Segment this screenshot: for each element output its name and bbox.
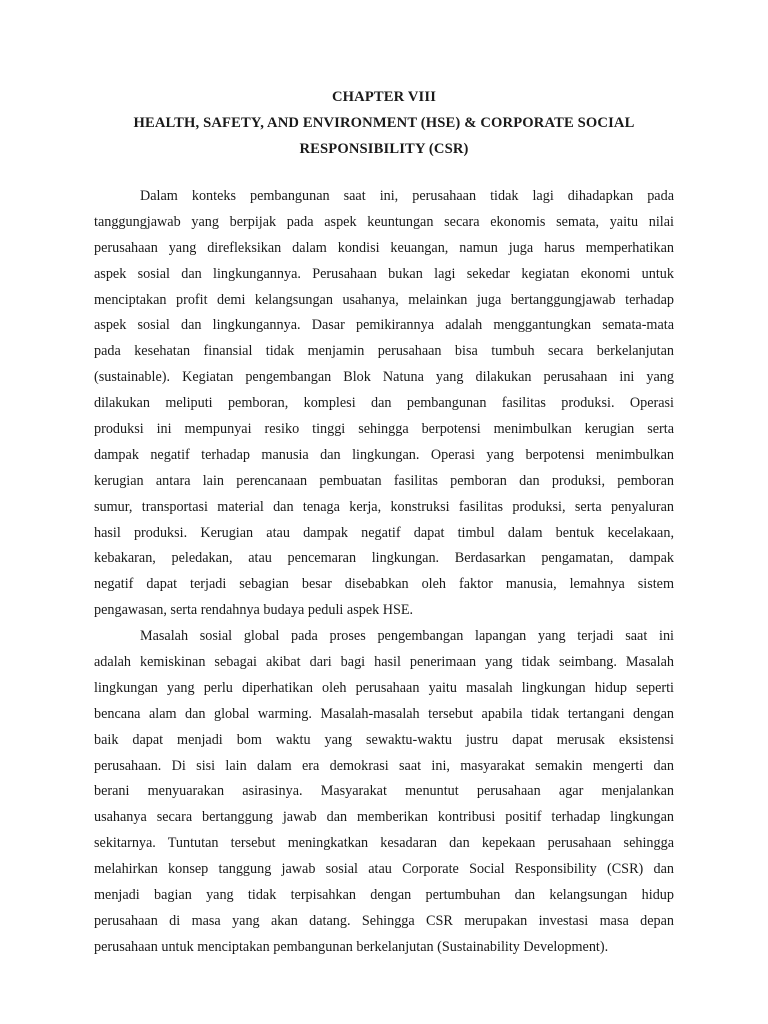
chapter-title-line-2: RESPONSIBILITY (CSR) [299, 141, 469, 157]
text-line: kebakaran, peledakan, atau pencemaran lingkungan. Berdasarkan pengamatan, dampak [94, 550, 674, 567]
text-line: tanggungjawab yang berpijak pada aspek keuntungan secara ekonomis semata, yaitu nilai [94, 213, 674, 230]
text-line: aspek sosial dan lingkungannya. Dasar pemikirannya adalah menggantungkan semata-mata [94, 317, 674, 334]
text-line: Dalam konteks pembangunan saat ini, perusahaan tidak lagi dihadapkan pada [140, 188, 674, 204]
text-line: perusahaan untuk menciptakan pembangunan berkelanjutan (Sustainability Development). [94, 938, 609, 955]
text-line: bencana alam dan global warming. Masalah-masalah tersebut apabila tidak tertangani dengan [94, 705, 674, 722]
text-line: sumur, transportasi material dan tenaga kerja, konstruksi fasilitas produksi, serta penyaluran [94, 498, 674, 515]
text-line: melahirkan konsep tanggung jawab sosial atau Corporate Social Responsibility (CSR) dan [94, 861, 674, 878]
text-line: perusahaan di masa yang akan datang. Sehingga CSR merupakan investasi masa depan [94, 912, 674, 929]
text-line: baik dapat menjadi bom waktu yang sewaktu-waktu justru dapat merusak eksistensi [94, 731, 674, 748]
text-line: perusahaan. Di sisi lain dalam era demokrasi saat ini, masyarakat semakin mengerti dan [94, 757, 674, 774]
text-line: lingkungan yang perlu diperhatikan oleh perusahaan yaitu masalah lingkungan hidup seperti [94, 679, 674, 696]
text-line: dampak negatif terhadap manusia dan lingkungan. Operasi yang berpotensi menimbulkan [94, 446, 674, 463]
text-line: Masalah sosial global pada proses pengembangan lapangan yang terjadi saat ini [140, 628, 674, 645]
text-line: berani menyuarakan asirasinya. Masyarakat menuntut perusahaan agar menjalankan [94, 783, 674, 800]
text-line: adalah kemiskinan sebagai akibat dari bagi hasil penerimaan yang tidak seimbang. Masalah [94, 654, 674, 671]
text-line: pengawasan, serta rendahnya budaya peduli aspek HSE. [94, 602, 414, 619]
text-line: produksi ini mempunyai resiko tinggi sehingga berpotensi menimbulkan kerugian serta [94, 421, 674, 438]
text-line: menjadi bagian yang tidak terpisahkan dengan pertumbuhan dan kelangsungan hidup [94, 887, 674, 904]
paragraph-2 [94, 624, 674, 961]
text-line: sekitarnya. Tuntutan tersebut meningkatkan kesadaran dan kepekaan perusahaan sehingga [94, 835, 674, 852]
paragraph-1 [94, 184, 674, 624]
text-line: perusahaan yang direfleksikan dalam kondisi keuangan, namun juga harus memperhatikan [94, 239, 674, 256]
text-line: dilakukan meliputi pemboran, komplesi dan pembangunan fasilitas produksi. Operasi [94, 395, 674, 412]
text-line: kerugian antara lain perencanaan pembuatan fasilitas pemboran dan produksi, pemboran [94, 472, 674, 489]
text-line: negatif dapat terjadi sebagian besar disebabkan oleh faktor manusia, lemahnya sistem [94, 576, 674, 593]
text-line: usahanya secara bertanggung jawab dan memberikan kontribusi positif terhadap lingkungan [94, 809, 674, 826]
text-line: (sustainable). Kegiatan pengembangan Blok Natuna yang dilakukan perusahaan ini yang [94, 369, 674, 386]
text-line: hasil produksi. Kerugian atau dampak negatif dapat timbul dalam bentuk kecelakaan, [94, 524, 674, 541]
text-line: menciptakan profit demi kelangsungan usahanya, melainkan juga bertanggungjawab terhadap [94, 291, 674, 308]
text-line: pada kesehatan finansial tidak menjamin perusahaan bisa tumbuh secara berkelanjutan [94, 343, 674, 360]
chapter-number: CHAPTER VIII [331, 89, 437, 105]
chapter-heading [0, 84, 768, 162]
body-text [94, 184, 674, 961]
text-line: aspek sosial dan lingkungannya. Perusahaan bukan lagi sekedar kegiatan ekonomi untuk [94, 265, 674, 282]
chapter-title-line-1: HEALTH, SAFETY, AND ENVIRONMENT (HSE) & CORPORATE SOCIAL [133, 115, 635, 131]
